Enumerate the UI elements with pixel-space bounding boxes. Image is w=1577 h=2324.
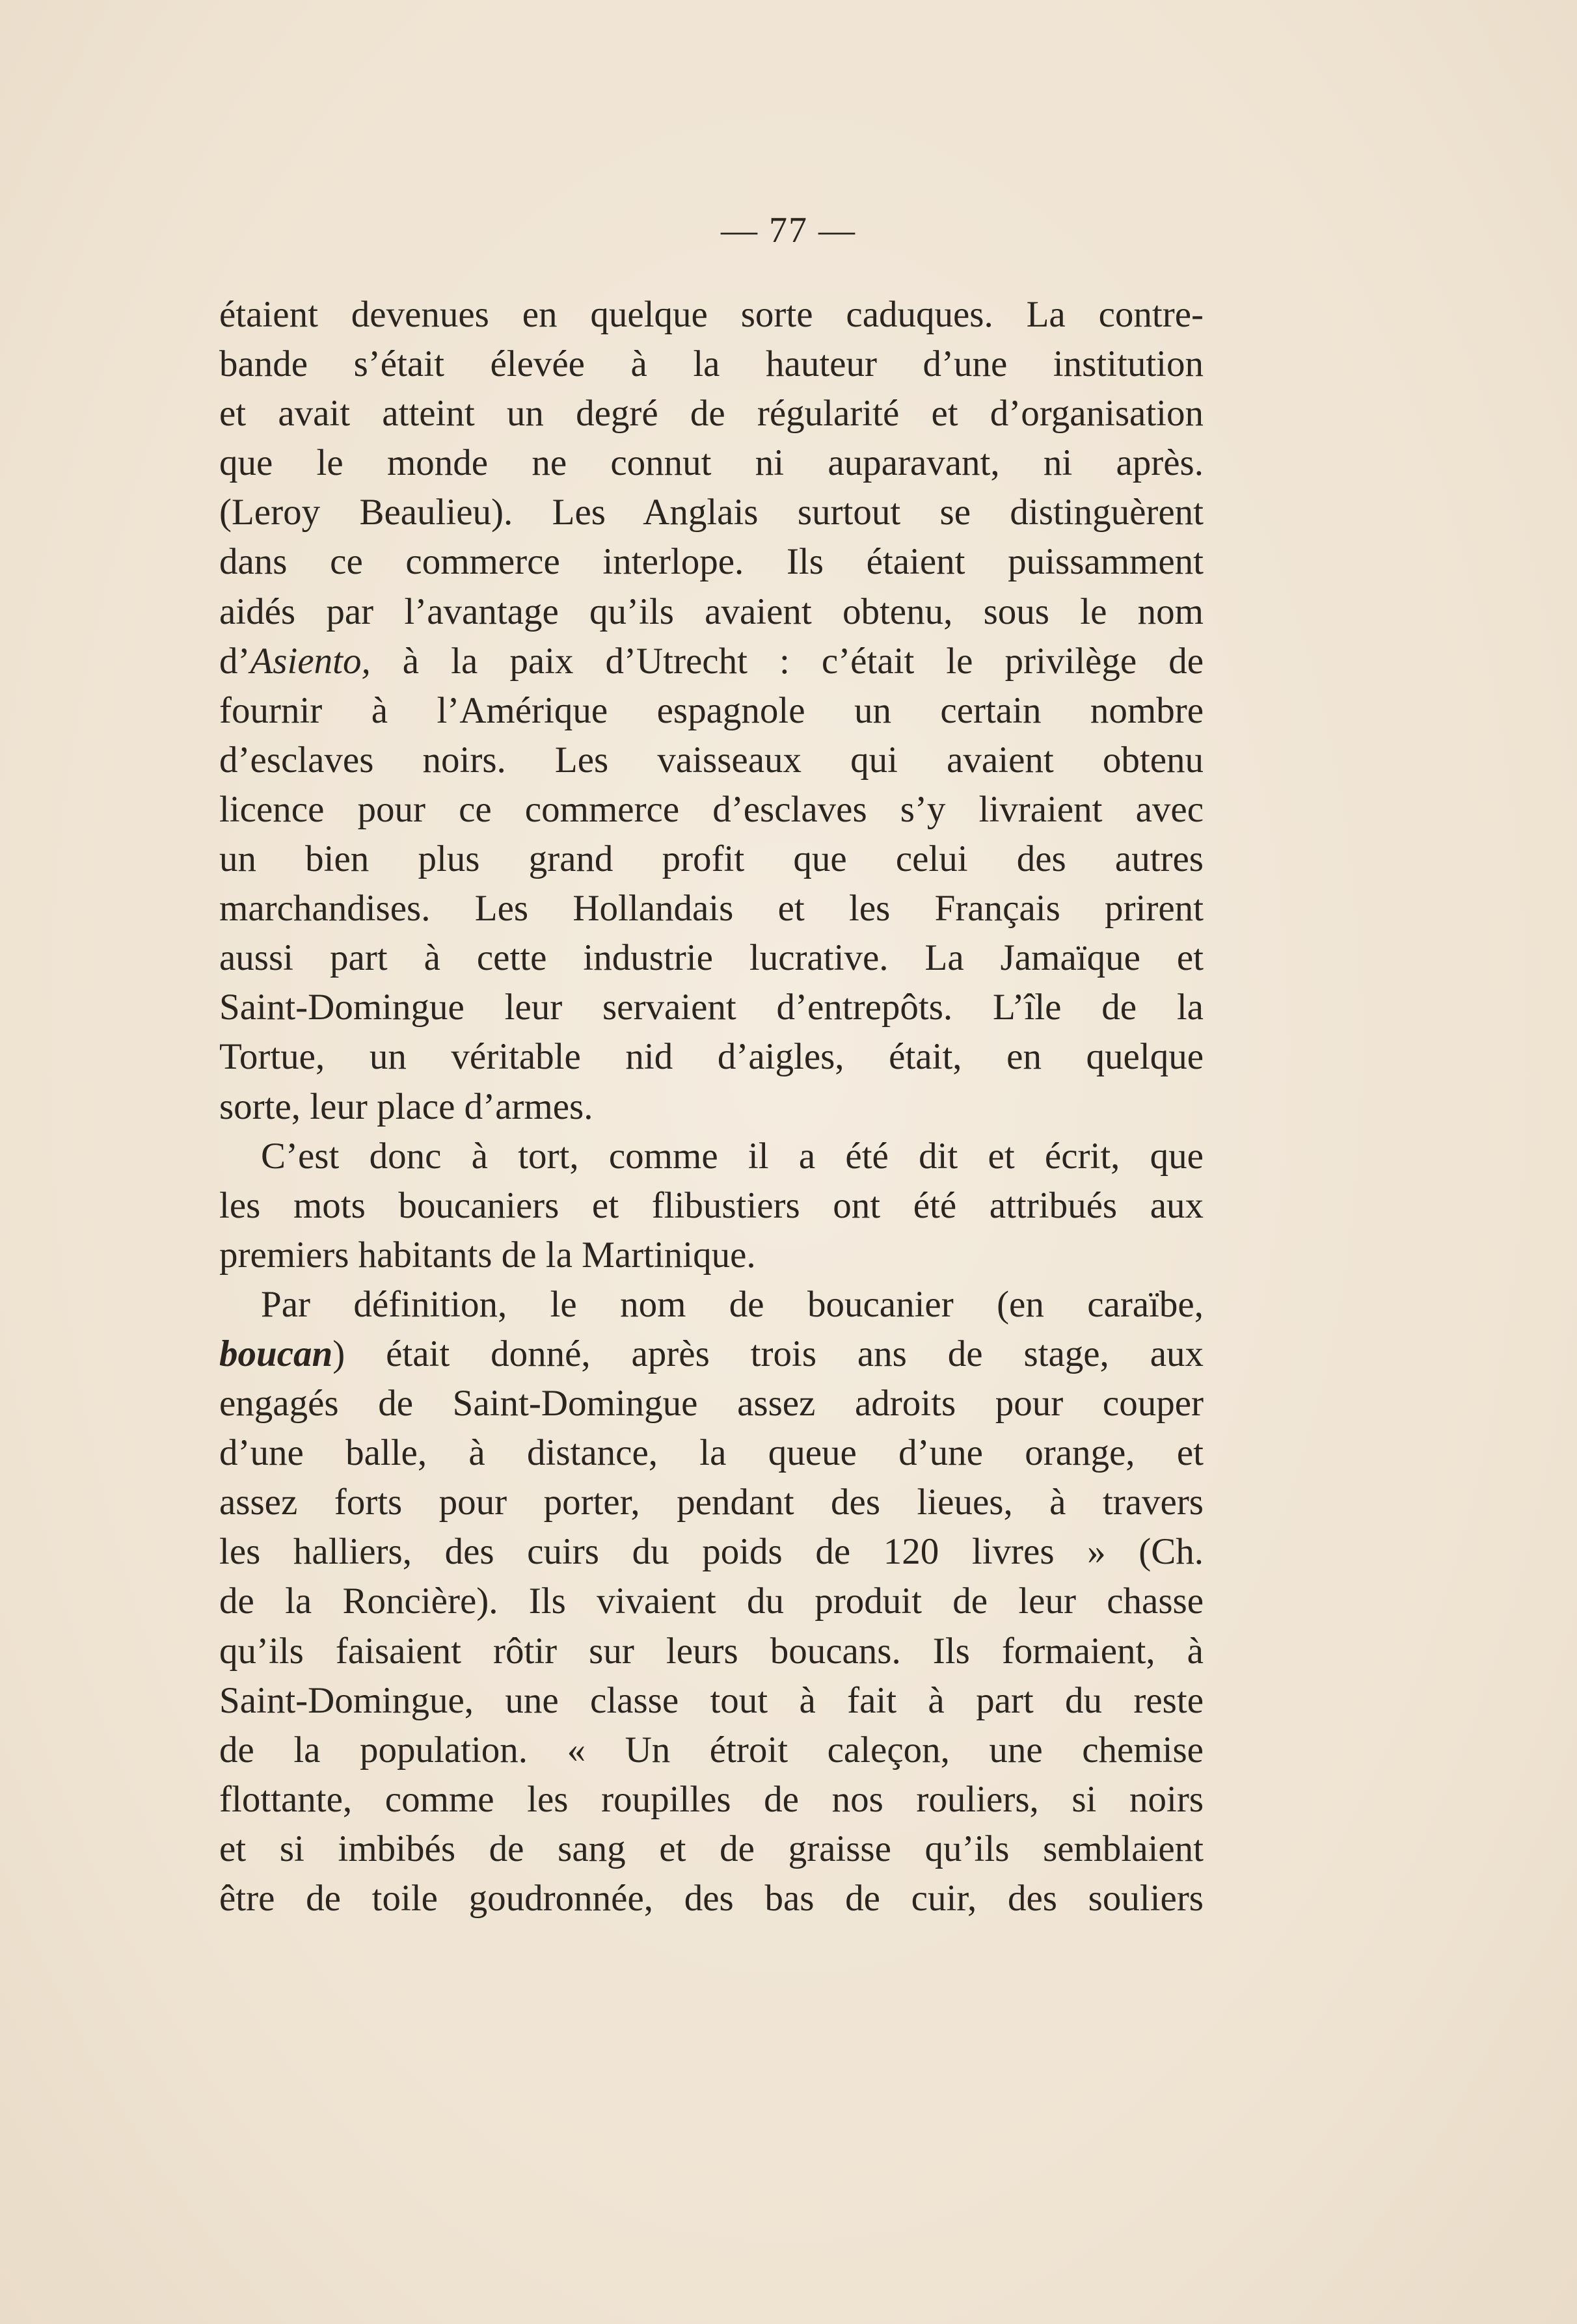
text-segment: licence pour ce commerce d’esclaves s’y livraient avec [219,788,1204,830]
text-line [219,1280,1204,1329]
text-segment: qu’ils faisaient rôtir sur leurs boucans. Ils formaient, à [219,1630,1204,1672]
text-line [219,933,1204,983]
text-segment: assez forts pour porter, pendant des lieues, à travers [219,1482,1204,1523]
text-segment: les mots boucaniers et flibustiers ont été attribués aux [219,1184,1204,1226]
text-line [219,983,1204,1032]
text-line [219,1082,1204,1132]
text-segment: Par définition, le nom de boucanier (en caraïbe, [261,1283,1204,1325]
text-segment: Tortue, un véritable nid d’aigles, était, en quelque [219,1036,1204,1078]
text-line [219,587,1204,637]
text-segment: flottante, comme les roupilles de nos rouliers, si noirs [219,1778,1204,1820]
text-line [219,1527,1204,1577]
text-line [219,736,1204,785]
text-line [219,1627,1204,1676]
text-line [219,686,1204,736]
text-segment: et avait atteint un degré de régularité et d’organisation [219,393,1204,434]
emphasized-text: Asiento, [250,640,371,682]
text-line [219,884,1204,933]
text-line [219,1032,1204,1082]
text-segment: bande s’était élevée à la hauteur d’une institution [219,343,1204,385]
page-number: — 77 — [721,210,856,250]
text-segment: un bien plus grand profit que celui des autres [219,838,1204,880]
emphasized-text: boucan [219,1333,333,1374]
text-segment: et si imbibés de sang et de graisse qu’ils semblaient [219,1828,1204,1869]
text-line [219,340,1204,389]
text-line [219,438,1204,488]
text-segment: de la Roncière). Ils vivaient du produit de leur chasse [219,1581,1204,1622]
text-segment: de la population. « Un étroit caleçon, une chemise [219,1729,1204,1770]
text-line [219,1132,1204,1181]
text-segment: C’est donc à tort, comme il a été dit et écrit, que [261,1135,1204,1177]
text-line [219,1478,1204,1527]
text-segment: premiers habitants de la Martinique. [219,1234,756,1276]
text-segment: étaient devenues en quelque sorte caduques. La contre- [219,294,1204,335]
text-line [219,1379,1204,1428]
text-line [219,1775,1204,1824]
text-segment: les halliers, des cuirs du poids de 120 livres » (Ch. [219,1531,1204,1573]
text-line [219,1231,1204,1280]
text-segment: d’esclaves noirs. Les vaisseaux qui avaient obtenu [219,739,1204,781]
text-line [219,537,1204,587]
text-line [219,1726,1204,1775]
text-line [219,290,1204,340]
body-text [219,290,1204,1923]
text-line [219,1428,1204,1478]
text-line [219,1577,1204,1626]
text-line [219,1676,1204,1726]
text-line [219,1181,1204,1231]
text-line [219,488,1204,537]
text-segment: marchandises. Les Hollandais et les Français prirent [219,888,1204,929]
text-segment: dans ce commerce interlope. Ils étaient puissamment [219,541,1204,583]
text-line [219,389,1204,438]
text-line [219,785,1204,835]
text-line [219,1874,1204,1923]
text-line [219,1824,1204,1874]
text-segment: (Leroy Beaulieu). Les Anglais surtout se distinguèrent [219,492,1204,533]
text-segment: que le monde ne connut ni auparavant, ni après. [219,442,1204,484]
text-segment: d’ [219,640,250,682]
text-segment: d’une balle, à distance, la queue d’une orange, et [219,1432,1204,1474]
text-line [219,1329,1204,1379]
text-segment: engagés de Saint-Domingue assez adroits pour couper [219,1383,1204,1424]
text-line [219,835,1204,884]
text-segment: fournir à l’Amérique espagnole un certain nombre [219,689,1204,731]
text-segment: à la paix d’Utrecht : c’était le privilège de [370,640,1204,682]
text-segment: aussi part à cette industrie lucrative. La Jamaïque et [219,937,1204,979]
text-segment: aidés par l’avantage qu’ils avaient obtenu, sous le nom [219,591,1204,632]
text-segment: être de toile goudronnée, des bas de cuir, des souliers [219,1878,1204,1919]
text-segment: ) était donné, après trois ans de stage, aux [332,1333,1204,1374]
text-segment: Saint-Domingue leur servaient d’entrepôts. L’île de la [219,987,1204,1028]
text-segment: Saint-Domingue, une classe tout à fait à part du reste [219,1679,1204,1721]
text-segment: sorte, leur place d’armes. [219,1086,593,1127]
text-line [219,637,1204,686]
